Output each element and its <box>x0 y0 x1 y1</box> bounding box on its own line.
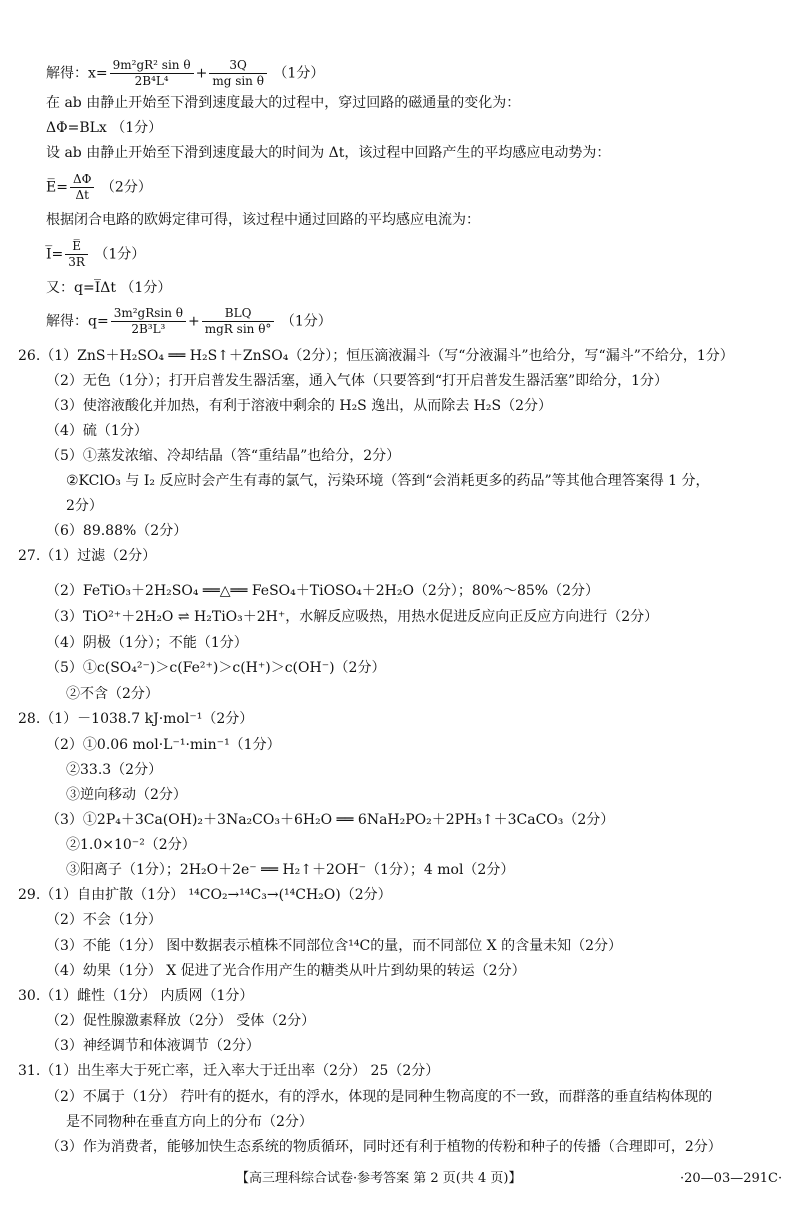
current-line: I̅= $\frac{E̅}{3R}$ （1分） <box>46 239 146 269</box>
question-26-part-4: （4）硫（1分） <box>46 423 148 439</box>
question-26-part-5a: （5）①蒸发浓缩、冷却结晶（答“重结晶”也给分，2分） <box>46 448 401 464</box>
question-28-part-2c: ③逆向移动（2分） <box>66 787 187 803</box>
question-28-part-3c: ③阳离子（1分）；2H₂O＋2e⁻ ══ H₂↑＋2OH⁻（1分）；4 mol（2分） <box>66 862 515 878</box>
question-26-part-2: （2）无色（1分）；打开启普发生器活塞，通入气体（只要答到“打开启普发生器活塞”即给分，1分） <box>46 373 669 389</box>
solution-label: 解得：x= <box>46 65 108 82</box>
score: （2分） <box>100 179 152 196</box>
question-29-part-2: （2）不会（1分） <box>46 912 162 928</box>
question-26-part-1: 26.（1）ZnS＋H₂SO₄ ══ H₂S↑＋ZnSO₄（2分）；恒压滴液漏斗（写“分液漏斗”也给分，写“漏斗”不给分，1分） <box>18 348 734 364</box>
text-line: 根据闭合电路的欧姆定律可得，该过程中通过回路的平均感应电流为： <box>46 212 480 228</box>
question-31-part-3: （3）作为消费者，能够加快生态系统的物质循环，同时还有利于植物的传粉和种子的传播（合理即可，2分） <box>46 1139 722 1155</box>
question-26-part-6: （6）89.88%（2分） <box>46 523 188 539</box>
question-30-part-1: 30.（1）雌性（1分） 内质网（1分） <box>18 988 254 1004</box>
question-26-part-5b: ②KClO₃ 与 I₂ 反应时会产生有毒的氯气，污染环境（答到“会消耗更多的药品”等其他合理答案得 1 分， <box>66 473 710 489</box>
question-28-part-2a: （2）①0.06 mol·L⁻¹·min⁻¹（1分） <box>46 737 281 753</box>
question-27-part-4: （4）阴极（1分）；不能（1分） <box>46 635 248 651</box>
question-27-part-3: （3）TiO²⁺＋2H₂O ⇌ H₂TiO₃＋2H⁺，水解反应吸热，用热水促进反应向正反应方向进行（2分） <box>46 609 659 625</box>
emf-line: E̅= $\frac{\Delta\Phi}{\Delta t}$ （2分） <box>46 172 152 202</box>
score: （1分） <box>280 313 332 330</box>
fraction: $\frac{3Q}{\text{mg sin θ}}$ <box>209 58 267 89</box>
question-29-part-4: （4）幼果（1分） X 促进了光合作用产生的糖类从叶片到幼果的转运（2分） <box>46 963 526 979</box>
text-line: ΔΦ=BLx （1分） <box>46 120 163 136</box>
question-27-part-2: （2）FeTiO₃＋2H₂SO₄ ══△══ FeSO₄＋TiOSO₄＋2H₂O（2分）；80%～85%（2分） <box>46 583 599 599</box>
question-31-part-1: 31.（1）出生率大于死亡率，迁入率大于迁出率（2分） 25（2分） <box>18 1063 440 1079</box>
question-27-part-1: 27.（1）过滤（2分） <box>18 548 157 564</box>
question-29-part-1: 29.（1）自由扩散（1分） ¹⁴CO₂→¹⁴C₃→(¹⁴CH₂O)（2分） <box>18 887 392 903</box>
text-line: 设 ab 由静止开始至下滑到速度最大的时间为 Δt，该过程中回路产生的平均感应电动势为： <box>46 145 611 161</box>
question-30-part-2: （2）促性腺激素释放（2分） 受体（2分） <box>46 1013 316 1029</box>
question-30-part-3: （3）神经调节和体液调节（2分） <box>46 1038 260 1054</box>
text-line: 又：q=I̅Δt （1分） <box>46 280 172 296</box>
page-footer-title: 【高三理科综合试卷·参考答案 第 2 页(共 4 页)】 <box>236 1171 522 1186</box>
question-28-part-3b: ②1.0×10⁻²（2分） <box>66 837 196 853</box>
question-28-part-3a: （3）①2P₄＋3Ca(OH)₂＋3Na₂CO₃＋6H₂O ══ 6NaH₂PO₂＋2PH₃↑＋3CaCO₃（2分） <box>46 812 615 828</box>
score: （1分） <box>273 65 325 82</box>
question-29-part-3: （3）不能（1分） 图中数据表示植株不同部位含¹⁴C的量，而不同部位 X 的含量未知（2分） <box>46 938 622 954</box>
solution-x-line: 解得：x= $\frac{\text{9m²gR² sin θ}}{\text{2B⁴L⁴}}$ + $\frac{3Q}{\text{mg sin θ}}$ （1分） <box>46 58 325 88</box>
question-31-part-2b: 是不同物种在垂直方向上的分布（2分） <box>66 1114 313 1130</box>
fraction: $\frac{\Delta\Phi}{\Delta t}$ <box>70 172 95 203</box>
fraction: $\frac{\text{9m²gR² sin θ}}{\text{2B⁴L⁴}}$ <box>110 58 194 89</box>
page-footer-code: ·20—03—291C· <box>680 1171 783 1186</box>
question-31-part-2a: （2）不属于（1分） 荇叶有的挺水，有的浮水，体现的是同种生物高度的不一致，而群落的垂直结构体现的 <box>46 1089 713 1105</box>
fraction: $\frac{\text{BLQ}}{\text{mgR sin θ°}}$ <box>202 306 275 337</box>
solution-q-line: 解得：q= $\frac{\text{3m²gRsin θ}}{\text{2B³L³}}$ + $\frac{\text{BLQ}}{\text{mgR sin θ°}}$ （1分） <box>46 306 332 336</box>
score: （1分） <box>94 246 146 263</box>
question-26-part-3: （3）使溶液酸化并加热，有利于溶液中剩余的 H₂S 逸出，从而除去 H₂S（2分） <box>46 398 552 414</box>
fraction: $\frac{E̅}{3R}$ <box>65 239 88 270</box>
question-27-part-5b: ②不含（2分） <box>66 686 159 702</box>
question-28-part-2b: ②33.3（2分） <box>66 762 163 778</box>
question-27-part-5a: （5）①c(SO₄²⁻)＞c(Fe²⁺)＞c(H⁺)＞c(OH⁻)（2分） <box>46 660 386 676</box>
fraction: $\frac{\text{3m²gRsin θ}}{\text{2B³L³}}$ <box>111 306 186 337</box>
question-26-part-5c: 2分） <box>66 498 103 514</box>
text-line: 在 ab 由静止开始至下滑到速度最大的过程中，穿过回路的磁通量的变化为： <box>46 95 521 111</box>
question-28-part-1: 28.（1）－1038.7 kJ·mol⁻¹（2分） <box>18 711 254 727</box>
